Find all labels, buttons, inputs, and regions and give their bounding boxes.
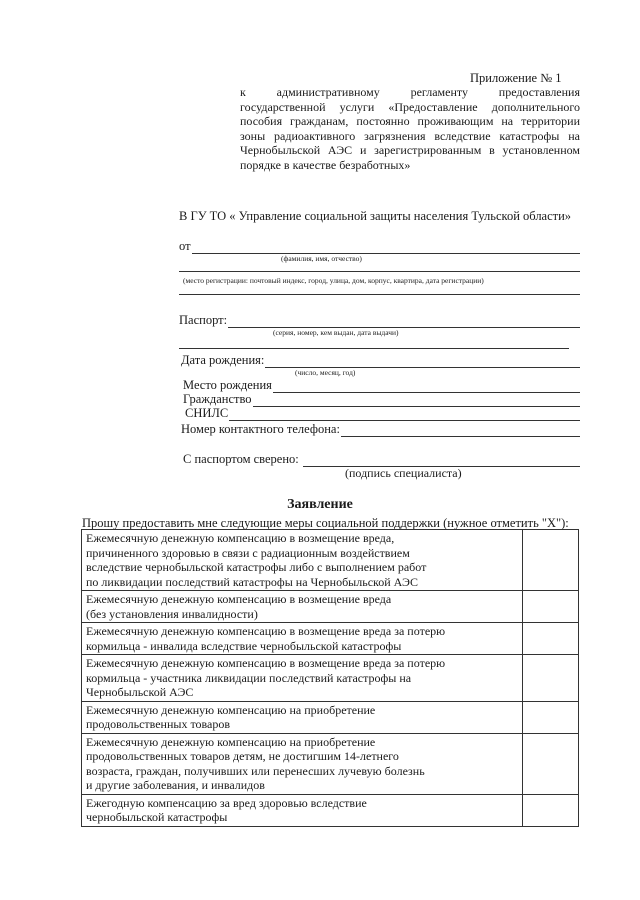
snils-label: СНИЛС — [185, 406, 229, 420]
measure-line: Ежемесячную денежную компенсацию на приобретение — [86, 702, 376, 717]
measure-line: по ликвидации последствий катастрофы на Чернобыльской АЭС — [86, 574, 418, 589]
measure-line: Ежемесячную денежную компенсацию на приобретение — [86, 734, 376, 749]
measure-line: (без установления инвалидности) — [86, 606, 258, 621]
citizenship-row — [183, 392, 580, 407]
birth-date-label: Дата рождения: — [181, 353, 265, 367]
addressee: В ГУ ТО « Управление социальной защиты населения Тульской области» — [179, 209, 572, 223]
measure-line: Ежемесячную денежную компенсацию в возмещение вреда — [86, 592, 392, 606]
appendix-text: к административному регламенту предоставления государственной услуги «Предоставление дополнительного пособия гражданам, постоянно проживающим на территории зоны радиоактивного загрязнения вследствие катастрофы на Чернобыльской АЭС и зарегистрированным в установленном порядке в качестве безработных» — [240, 85, 580, 172]
citizenship-label: Гражданство — [183, 392, 252, 406]
passport-field-line-2[interactable] — [179, 348, 569, 349]
measure-line: Ежегодную компенсацию за вред здоровью вследствие — [86, 795, 367, 810]
measure-row — [82, 733, 579, 794]
full-name-hint: (фамилия, имя, отчество) — [281, 254, 362, 263]
phone-label: Номер контактного телефона: — [181, 422, 340, 436]
measures-table — [81, 529, 579, 827]
measure-text — [82, 794, 523, 826]
registration-hint: (место регистрации: почтовый индекс, город, улица, дом, корпус, квартира, дата регистрации) — [183, 276, 484, 285]
measure-row — [82, 794, 579, 826]
from-label: от — [179, 239, 191, 253]
measure-text — [82, 655, 523, 702]
birth-date-row — [181, 353, 580, 368]
measure-row — [82, 623, 579, 655]
measure-text — [82, 701, 523, 733]
registration-field-line-2[interactable] — [179, 294, 580, 295]
measure-checkbox[interactable] — [523, 623, 579, 655]
registration-field[interactable] — [179, 271, 580, 272]
measure-checkbox[interactable] — [523, 655, 579, 702]
measure-row — [82, 530, 579, 591]
snils-field[interactable] — [229, 409, 580, 421]
measure-line: и другие заболевания, и инвалидов — [86, 778, 265, 792]
appendix-title: Приложение № 1 — [470, 71, 562, 85]
measure-line: причиненного здоровью в связи с радиационным воздействием — [86, 545, 410, 560]
phone-field[interactable] — [341, 425, 580, 437]
measure-text — [82, 733, 523, 794]
passport-label: Паспорт: — [179, 313, 228, 327]
verified-hint: (подпись специалиста) — [345, 466, 462, 480]
birth-date-hint: (число, месяц, год) — [295, 368, 356, 377]
measure-line: возраста, граждан, получивших или перенесших лучевую болезнь — [86, 763, 425, 778]
measure-checkbox[interactable] — [523, 530, 579, 591]
measure-text — [82, 591, 523, 623]
measure-row — [82, 701, 579, 733]
verified-label: С паспортом сверено: — [183, 452, 299, 466]
measure-text — [82, 530, 523, 591]
measure-checkbox[interactable] — [523, 733, 579, 794]
measure-line: продовольственных товаров детям, не достигшим 14-летнего — [86, 749, 399, 763]
measure-line: кормильца - участника ликвидации последствий катастрофы на — [86, 670, 412, 685]
measure-line: Чернобыльской АЭС — [86, 685, 194, 699]
phone-row — [181, 422, 580, 437]
measure-line: Ежемесячную денежную компенсацию в возмещение вреда за потерю — [86, 656, 446, 670]
measure-checkbox[interactable] — [523, 701, 579, 733]
measure-text — [82, 623, 523, 655]
measure-line: продовольственных товаров — [86, 717, 231, 731]
birth-place-row — [183, 378, 580, 393]
passport-field[interactable] — [228, 316, 580, 328]
full-name-field[interactable] — [192, 242, 580, 254]
snils-row — [185, 406, 580, 421]
passport-hint: (серия, номер, кем выдан, дата выдачи) — [273, 328, 399, 337]
measure-line: Ежемесячную денежную компенсацию в возмещение вреда за потерю — [86, 624, 446, 638]
measure-checkbox[interactable] — [523, 591, 579, 623]
verified-row — [183, 452, 580, 467]
passport-row — [179, 313, 580, 328]
measure-line: чернобыльской катастрофы — [86, 810, 228, 824]
statement-request: Прошу предоставить мне следующие меры социальной поддержки (нужное отметить "Х"): — [82, 516, 569, 530]
statement-heading: Заявление — [287, 497, 353, 512]
measure-row — [82, 591, 579, 623]
measure-line: Ежемесячную денежную компенсацию в возмещение вреда, — [86, 531, 395, 545]
measure-line: кормильца - инвалида вследствие чернобыльской катастрофы — [86, 638, 402, 653]
measure-row — [82, 655, 579, 702]
birth-date-field[interactable] — [265, 356, 580, 368]
birth-place-label: Место рождения — [183, 378, 272, 392]
measure-checkbox[interactable] — [523, 794, 579, 826]
from-row — [179, 239, 580, 254]
measure-line: вследствие чернобыльской катастрофы либо с выполнением работ — [86, 560, 427, 574]
